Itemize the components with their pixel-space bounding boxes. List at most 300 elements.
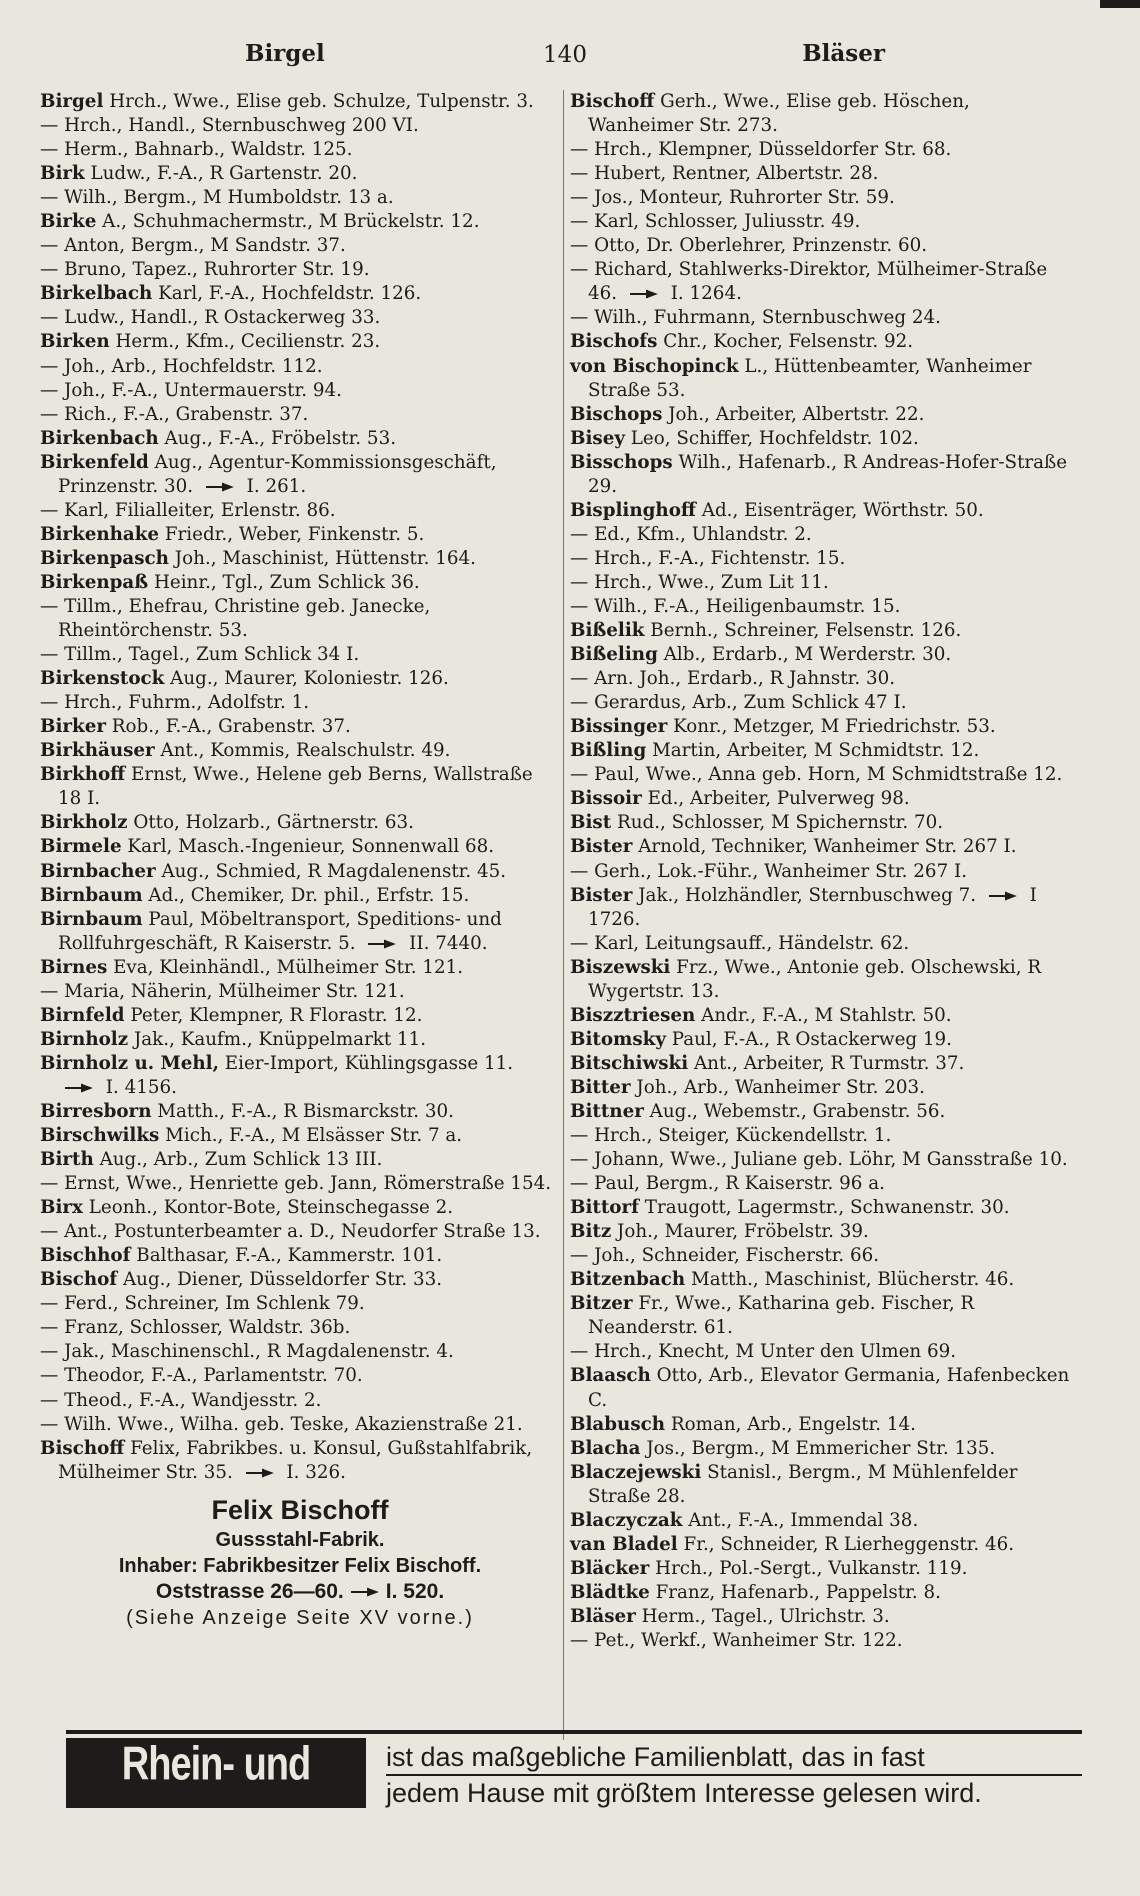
entry-surname: Birnholz u. Mehl, [40, 1052, 219, 1074]
right-directory-entry [570, 835, 1080, 859]
entry-surname: Birk [40, 163, 85, 185]
ad-address [40, 1579, 560, 1605]
left-directory-entry [40, 1364, 560, 1388]
right-column [570, 90, 1080, 1653]
entry-details: Rob., F.-A., Grabenstr. 37. [111, 716, 351, 738]
right-directory-entry [570, 162, 1080, 186]
entry-surname: van Bladel [570, 1533, 678, 1555]
entry-details: — Paul, Bergm., R Kaiserstr. 96 a. [570, 1173, 885, 1195]
company-advertisement [40, 1493, 560, 1631]
right-directory-entry [570, 643, 1080, 667]
entry-details: Joh., Maschinist, Hüttenstr. 164. [174, 547, 476, 569]
entry-details: — Otto, Dr. Oberlehrer, Prinzenstr. 60. [570, 235, 928, 257]
entry-details: — Ernst, Wwe., Henriette geb. Jann, Römerstraße 154. [40, 1173, 552, 1195]
telephone-icon [245, 1467, 275, 1479]
entry-surname: Blaasch [570, 1365, 651, 1387]
entry-details: — Anton, Bergm., M Sandstr. 37. [40, 235, 346, 257]
left-directory-entry [40, 306, 560, 330]
entry-details: Otto, Arb., Elevator Germania, Hafenbecken C. [588, 1365, 1070, 1411]
entry-surname: Birschwilks [40, 1125, 160, 1147]
left-directory-entry [40, 451, 560, 499]
right-directory-entry [570, 1220, 1080, 1244]
entry-surname: Blabusch [570, 1413, 666, 1435]
entry-details: — Joh., F.-A., Untermauerstr. 94. [40, 379, 342, 401]
entry-surname: Blacha [570, 1437, 641, 1459]
entry-details: — Franz, Schlosser, Waldstr. 36b. [40, 1317, 351, 1339]
entry-surname: Birgel [40, 91, 104, 112]
ad-company-type: Gussstahl-Fabrik. [215, 1528, 385, 1551]
advert-text-line-2: jedem Hause mit größtem Interesse gelesen wird. [386, 1774, 1082, 1809]
right-directory-entry [570, 1292, 1080, 1340]
left-directory-entry [40, 1172, 560, 1196]
right-directory-entry [570, 523, 1080, 547]
page-number: 140 [543, 42, 587, 68]
entry-details: — Tillm., Ehefrau, Christine geb. Janecke, Rheintörchenstr. 53. [40, 595, 431, 642]
left-directory-entry [40, 138, 560, 162]
entry-details: — Johann, Wwe., Juliane geb. Löhr, M Gansstraße 10. [570, 1149, 1068, 1171]
left-directory-entry [40, 499, 560, 523]
entry-surname: Bissinger [570, 716, 668, 738]
right-directory-entry [570, 451, 1080, 499]
left-directory-entry [40, 571, 560, 595]
right-directory-entry [570, 1172, 1080, 1196]
entry-details: Ernst, Wwe., Helene geb Berns, Wallstraße 18 I. [58, 764, 533, 810]
entry-details: Aug., F.-A., Fröbelstr. 53. [164, 427, 397, 449]
left-directory-entry [40, 860, 560, 884]
right-directory-entry [570, 884, 1080, 932]
entry-details: Aug., Arb., Zum Schlick 13 III. [99, 1149, 383, 1171]
entry-details: Stanisl., Bergm., M Mühlenfelder Straße 28. [588, 1461, 1018, 1507]
entry-surname: Bischofs [570, 331, 658, 353]
right-directory-entry [570, 739, 1080, 763]
right-directory-entry [570, 1076, 1080, 1100]
left-directory-entry [40, 523, 560, 547]
entry-details: Leo, Schiffer, Hochfeldstr. 102. [630, 427, 919, 449]
right-directory-entry [570, 210, 1080, 234]
entry-details: Hrch., Wwe., Elise geb. Schulze, Tulpenstr. 3. [109, 91, 534, 112]
entry-details: Arnold, Techniker, Wanheimer Str. 267 I. [638, 836, 1017, 858]
left-directory-entry [40, 1413, 560, 1437]
entry-details: Chr., Kocher, Felsenstr. 92. [663, 331, 914, 353]
entry-surname: von Bischopinck [570, 355, 739, 377]
entry-surname: Bischhof [40, 1245, 131, 1267]
header-last-name: Bläser [802, 40, 885, 67]
entry-details: Jak., Holzhändler, Sternbuschweg 7. I 1726. [588, 884, 1037, 930]
left-directory-entry [40, 1220, 560, 1244]
entry-surname: Birker [40, 716, 106, 738]
entry-surname: Birkenpasch [40, 547, 169, 569]
entry-details: Roman, Arb., Engelstr. 14. [670, 1413, 916, 1435]
entry-details: Franz, Hafenarb., Pappelstr. 8. [655, 1581, 941, 1603]
entry-details: — Ant., Postunterbeamter a. D., Neudorfer Straße 13. [40, 1221, 541, 1243]
left-directory-entry [40, 1292, 560, 1316]
entry-surname: Birkhäuser [40, 740, 155, 762]
entry-surname: Bisschops [570, 451, 673, 473]
entry-details: Jak., Kaufm., Knüppelmarkt 11. [133, 1028, 427, 1050]
right-directory-entry [570, 1028, 1080, 1052]
right-directory-entry [570, 715, 1080, 739]
right-directory-entry [570, 499, 1080, 523]
entry-details: Balthasar, F.-A., Kammerstr. 101. [136, 1245, 443, 1267]
newspaper-name: Rhein- und Ruhrzeitung [110, 1738, 322, 1878]
entry-details: Ad., Chemiker, Dr. phil., Erfstr. 15. [148, 884, 470, 906]
telephone-icon [350, 1586, 380, 1598]
right-directory-entry [570, 1605, 1080, 1629]
entry-surname: Bißelik [570, 620, 645, 642]
entry-surname: Bisey [570, 427, 625, 449]
left-directory-entry [40, 282, 560, 306]
entry-details: Andr., F.-A., M Stahlstr. 50. [701, 1004, 952, 1026]
entry-surname: Bischops [570, 403, 663, 425]
entry-details: — Hrch., Fuhrm., Adolfstr. 1. [40, 692, 310, 714]
right-directory-entry [570, 258, 1080, 306]
telephone-icon [205, 481, 235, 493]
entry-surname: Biszztriesen [570, 1004, 696, 1026]
right-directory-entry [570, 1437, 1080, 1461]
right-directory-entry [570, 1004, 1080, 1028]
entry-details: Joh., Arbeiter, Albertstr. 22. [668, 403, 925, 425]
entry-surname: Birresborn [40, 1100, 152, 1122]
entry-details: Karl, F.-A., Hochfeldstr. 126. [158, 283, 422, 305]
telephone-icon [629, 288, 659, 300]
left-directory-entry [40, 1028, 560, 1052]
entry-details: Wilh., Hafenarb., R Andreas-Hofer-Straße 29. [588, 451, 1068, 497]
entry-details: — Karl, Schlosser, Juliusstr. 49. [570, 211, 861, 233]
entry-details: — Joh., Arb., Hochfeldstr. 112. [40, 355, 323, 377]
entry-details: — Hrch., F.-A., Fichtenstr. 15. [570, 547, 846, 569]
entry-details: — Jak., Maschinenschl., R Magdalenenstr. 4. [40, 1341, 454, 1363]
right-directory-entry [570, 956, 1080, 1004]
right-directory-entry [570, 90, 1080, 138]
entry-details: — Rich., F.-A., Grabenstr. 37. [40, 403, 309, 425]
right-directory-entry [570, 427, 1080, 451]
entry-surname: Bischoff [40, 1437, 125, 1459]
entry-surname: Birke [40, 211, 97, 233]
right-directory-entry [570, 571, 1080, 595]
left-directory-entry [40, 739, 560, 763]
entry-details: — Karl, Leitungsauff., Händelstr. 62. [570, 932, 910, 954]
entry-details: — Ed., Kfm., Uhlandstr. 2. [570, 523, 812, 545]
ad-phone-number: I. 520. [385, 1579, 445, 1603]
left-directory-entry [40, 234, 560, 258]
entry-details: Matth., Maschinist, Blücherstr. 46. [691, 1269, 1015, 1291]
entry-details: Aug., Webemstr., Grabenstr. 56. [649, 1100, 946, 1122]
right-directory-entry [570, 619, 1080, 643]
entry-surname: Bläser [570, 1605, 636, 1627]
entry-surname: Bister [570, 836, 633, 858]
right-directory-entry [570, 860, 1080, 884]
entry-surname: Birnes [40, 956, 108, 978]
left-directory-entry [40, 403, 560, 427]
left-directory-entry [40, 258, 560, 282]
entry-surname: Bittner [570, 1100, 644, 1122]
left-directory-entry [40, 379, 560, 403]
entry-surname: Blaczyczak [570, 1509, 683, 1531]
left-directory-entry [40, 1100, 560, 1124]
right-directory-entry [570, 595, 1080, 619]
left-directory-entry [40, 1052, 560, 1100]
telephone-icon [64, 1082, 94, 1094]
entry-details: Peter, Klempner, R Florastr. 12. [130, 1004, 423, 1026]
entry-details: — Hrch., Knecht, M Unter den Ulmen 69. [570, 1341, 957, 1363]
left-directory-entry [40, 355, 560, 379]
right-directory-entry [570, 1124, 1080, 1148]
left-directory-entry [40, 1004, 560, 1028]
right-directory-entry [570, 1581, 1080, 1605]
left-directory-entry [40, 90, 560, 114]
entry-surname: Biszewski [570, 956, 671, 978]
entry-details: A., Schuhmachermstr., M Brückelstr. 12. [102, 211, 480, 233]
entry-surname: Bisplinghoff [570, 499, 696, 521]
right-directory-entry [570, 1364, 1080, 1412]
entry-details: Aug., Agentur-Kommissionsgeschäft, Prinzenstr. 30. I. 261. [58, 451, 497, 497]
entry-details: — Pet., Werkf., Wanheimer Str. 122. [570, 1630, 903, 1651]
entry-surname: Birmele [40, 836, 122, 858]
left-column [40, 90, 560, 1631]
entry-details: Otto, Holzarb., Gärtnerstr. 63. [133, 812, 414, 834]
entry-details: Friedr., Weber, Finkenstr. 5. [164, 523, 425, 545]
right-directory-entry [570, 1557, 1080, 1581]
ad-owner: Inhaber: Fabrikbesitzer Felix Bischoff. [118, 1554, 482, 1577]
entry-surname: Birkenbach [40, 427, 159, 449]
entry-details: — Ferd., Schreiner, Im Schlenk 79. [40, 1293, 365, 1315]
entry-surname: Birkenhake [40, 523, 160, 545]
entry-details: Bernh., Schreiner, Felsenstr. 126. [650, 620, 962, 642]
entry-surname: Bißeling [570, 644, 658, 666]
entry-surname: Bist [570, 812, 612, 834]
entry-details: Frz., Wwe., Antonie geb. Olschewski, R Wygertstr. 13. [588, 956, 1042, 1002]
left-directory-entry [40, 114, 560, 138]
left-directory-entry [40, 884, 560, 908]
entry-surname: Bitz [570, 1221, 612, 1243]
telephone-icon [988, 890, 1018, 902]
left-directory-entry [40, 427, 560, 451]
right-directory-entry [570, 1244, 1080, 1268]
entry-details: Paul, F.-A., R Ostackerweg 19. [671, 1028, 952, 1050]
entry-surname: Bißling [570, 740, 647, 762]
left-directory-entry [40, 1437, 560, 1485]
entry-details: Jos., Bergm., M Emmericher Str. 135. [646, 1437, 996, 1459]
left-directory-entry [40, 210, 560, 234]
left-directory-entry [40, 162, 560, 186]
entry-surname: Birken [40, 331, 110, 353]
entry-surname: Blaczejewski [570, 1461, 702, 1483]
right-directory-entry [570, 306, 1080, 330]
entry-details: — Jos., Monteur, Ruhrorter Str. 59. [570, 187, 895, 209]
right-directory-entry [570, 932, 1080, 956]
telephone-icon [367, 938, 397, 950]
entry-details: L., Hüttenbeamter, Wanheimer Straße 53. [588, 355, 1032, 401]
entry-surname: Bitzer [570, 1293, 633, 1315]
left-directory-entry [40, 667, 560, 691]
entry-details: — Wilh., F.-A., Heiligenbaumstr. 15. [570, 595, 901, 617]
right-directory-entry [570, 1509, 1080, 1533]
right-directory-entry [570, 1461, 1080, 1509]
right-directory-entry [570, 1340, 1080, 1364]
left-directory-entry [40, 1268, 560, 1292]
entry-details: — Herm., Bahnarb., Waldstr. 125. [40, 139, 353, 161]
entry-surname: Bittorf [570, 1197, 639, 1219]
entry-details: Herm., Kfm., Cecilienstr. 23. [115, 331, 381, 353]
right-directory-entry [570, 1268, 1080, 1292]
left-directory-entry [40, 1244, 560, 1268]
entry-details: Eier-Import, Kühlingsgasse 11. I. 4156. [58, 1053, 513, 1098]
entry-details: — Tillm., Tagel., Zum Schlick 34 I. [40, 644, 360, 666]
left-directory-entry [40, 715, 560, 739]
entry-surname: Birkenpaß [40, 571, 149, 593]
entry-surname: Bissoir [570, 788, 642, 810]
newspaper-advert [66, 1730, 1082, 1878]
entry-details: — Theodor, F.-A., Parlamentstr. 70. [40, 1365, 363, 1387]
entry-details: — Hrch., Handl., Sternbuschweg 200 VI. [40, 115, 419, 137]
left-directory-entry [40, 1389, 560, 1413]
right-directory-entry [570, 330, 1080, 354]
entry-details: — Hrch., Klempner, Düsseldorfer Str. 68. [570, 139, 952, 161]
left-directory-entry [40, 1316, 560, 1340]
entry-surname: Birkenstock [40, 668, 165, 690]
entry-surname: Bitschiwski [570, 1052, 689, 1074]
entry-details: — Maria, Näherin, Mülheimer Str. 121. [40, 980, 405, 1002]
entry-surname: Birnbaum [40, 908, 143, 930]
entry-details: — Ludw., Handl., R Ostackerweg 33. [40, 307, 381, 329]
left-directory-entry [40, 330, 560, 354]
entry-details: Traugott, Lagermstr., Schwanenstr. 30. [644, 1197, 1010, 1219]
entry-surname: Birnholz [40, 1028, 129, 1050]
entry-details: — Bruno, Tapez., Ruhrorter Str. 19. [40, 259, 370, 281]
corner-mark [1100, 0, 1140, 8]
newspaper-logo [66, 1738, 366, 1878]
left-directory-entry [40, 956, 560, 980]
entry-details: — Richard, Stahlwerks-Direktor, Mülheimer-Straße 46. I. 1264. [570, 259, 1048, 305]
entry-details: Ludw., F.-A., R Gartenstr. 20. [90, 163, 358, 185]
left-directory-entry [40, 595, 560, 643]
entry-surname: Birkholz [40, 812, 128, 834]
right-directory-entry [570, 763, 1080, 787]
entry-details: Aug., Schmied, R Magdalenenstr. 45. [161, 860, 507, 882]
entry-details: Gerh., Wwe., Elise geb. Höschen, Wanheimer Str. 273. [588, 91, 970, 137]
entry-details: Joh., Arb., Wanheimer Str. 203. [636, 1076, 925, 1098]
entry-details: Aug., Maurer, Koloniestr. 126. [170, 668, 449, 690]
entry-surname: Bischof [40, 1269, 118, 1291]
left-directory-entry [40, 547, 560, 571]
entry-surname: Birkenfeld [40, 451, 149, 473]
left-directory-entry [40, 980, 560, 1004]
right-directory-entry [570, 691, 1080, 715]
right-directory-entry [570, 547, 1080, 571]
entry-surname: Birkhoff [40, 764, 126, 786]
entry-details: Fr., Wwe., Katharina geb. Fischer, R Neanderstr. 61. [588, 1293, 975, 1339]
entry-surname: Bischoff [570, 91, 655, 112]
left-directory-entry [40, 691, 560, 715]
entry-details: Alb., Erdarb., M Werderstr. 30. [663, 644, 952, 666]
entry-surname: Birth [40, 1149, 94, 1171]
entry-details: Aug., Diener, Düsseldorfer Str. 33. [122, 1269, 443, 1291]
left-directory-entry [40, 835, 560, 859]
entry-details: — Joh., Schneider, Fischerstr. 66. [570, 1245, 880, 1267]
entry-details: — Wilh. Wwe., Wilha. geb. Teske, Akazienstraße 21. [40, 1413, 523, 1435]
right-directory-entry [570, 1148, 1080, 1172]
entry-details: Matth., F.-A., R Bismarckstr. 30. [157, 1100, 454, 1122]
entry-surname: Bitter [570, 1076, 631, 1098]
left-directory-entry [40, 1196, 560, 1220]
left-directory-entry [40, 186, 560, 210]
entry-surname: Bläcker [570, 1557, 650, 1579]
entry-details: Martin, Arbeiter, M Schmidtstr. 12. [652, 740, 980, 762]
ad-company-name: Felix Bischoff [211, 1494, 389, 1525]
ad-street: Oststrasse 26—60. [155, 1579, 344, 1603]
entry-details: Karl, Masch.-Ingenieur, Sonnenwall 68. [127, 836, 495, 858]
entry-details: Leonh., Kontor-Bote, Steinschegasse 2. [88, 1197, 454, 1219]
entry-details: Ed., Arbeiter, Pulverweg 98. [647, 788, 910, 810]
entry-details: Hrch., Pol.-Sergt., Vulkanstr. 119. [655, 1557, 968, 1579]
right-directory-entry [570, 1196, 1080, 1220]
entry-surname: Bitzenbach [570, 1269, 686, 1291]
entry-details: Mich., F.-A., M Elsässer Str. 7 a. [165, 1125, 463, 1147]
entry-details: Rud., Schlosser, M Spichernstr. 70. [616, 812, 944, 834]
entry-surname: Bister [570, 884, 633, 906]
entry-surname: Bitomsky [570, 1028, 666, 1050]
entry-details: Konr., Metzger, M Friedrichstr. 53. [673, 716, 996, 738]
entry-surname: Birnbacher [40, 860, 156, 882]
right-directory-entry [570, 787, 1080, 811]
entry-surname: Birkelbach [40, 283, 153, 305]
entry-details: — Theod., F.-A., Wandjesstr. 2. [40, 1389, 322, 1411]
page-header [40, 40, 1090, 80]
entry-details: Felix, Fabrikbes. u. Konsul, Gußstahlfabrik, Mülheimer Str. 35. I. 326. [58, 1437, 533, 1483]
right-directory-entry [570, 138, 1080, 162]
right-directory-entry [570, 234, 1080, 258]
entry-details: Ad., Eisenträger, Wörthstr. 50. [701, 499, 984, 521]
entry-surname: Blädtke [570, 1581, 650, 1603]
right-directory-entry [570, 355, 1080, 403]
advert-text-line-1: ist das maßgebliche Familienblatt, das in fast [386, 1742, 925, 1772]
entry-details: Eva, Kleinhändl., Mülheimer Str. 121. [113, 956, 464, 978]
right-directory-entry [570, 667, 1080, 691]
right-directory-entry [570, 403, 1080, 427]
entry-details: Fr., Schneider, R Lierheggenstr. 46. [683, 1533, 1015, 1555]
entry-details: — Gerh., Lok.-Führ., Wanheimer Str. 267 I. [570, 860, 968, 882]
entry-details: — Hrch., Wwe., Zum Lit 11. [570, 571, 829, 593]
entry-details: — Hrch., Steiger, Kückendellstr. 1. [570, 1125, 892, 1147]
entry-details: Joh., Maurer, Fröbelstr. 39. [617, 1221, 869, 1243]
entry-details: — Paul, Wwe., Anna geb. Horn, M Schmidtstraße 12. [570, 764, 1063, 786]
left-directory-entry [40, 1340, 560, 1364]
right-directory-entry [570, 1052, 1080, 1076]
left-directory-entry [40, 811, 560, 835]
entry-details: Heinr., Tgl., Zum Schlick 36. [153, 571, 420, 593]
left-directory-entry [40, 1124, 560, 1148]
right-directory-entry [570, 1533, 1080, 1557]
right-directory-entry [570, 811, 1080, 835]
header-first-name: Birgel [245, 40, 325, 67]
entry-surname: Birnfeld [40, 1004, 125, 1026]
entry-details: — Gerardus, Arb., Zum Schlick 47 I. [570, 692, 907, 714]
right-directory-entry [570, 186, 1080, 210]
entry-details: Ant., F.-A., Immendal 38. [688, 1509, 919, 1531]
entry-details: Paul, Möbeltransport, Speditions- und Rollfuhrgeschäft, R Kaiserstr. 5. II. 7440. [58, 908, 502, 954]
entry-details: — Arn. Joh., Erdarb., R Jahnstr. 30. [570, 668, 896, 690]
left-directory-entry [40, 908, 560, 956]
ad-reference: (Siehe Anzeige Seite XV vorne.) [126, 1606, 474, 1629]
right-directory-entry [570, 1100, 1080, 1124]
entry-surname: Birnbaum [40, 884, 143, 906]
right-directory-entry [570, 1413, 1080, 1437]
entry-details: — Wilh., Bergm., M Humboldstr. 13 a. [40, 187, 394, 209]
right-directory-entry [570, 1629, 1080, 1653]
left-directory-entry [40, 643, 560, 667]
entry-details: — Karl, Filialleiter, Erlenstr. 86. [40, 499, 336, 521]
entry-surname: Birx [40, 1197, 83, 1219]
